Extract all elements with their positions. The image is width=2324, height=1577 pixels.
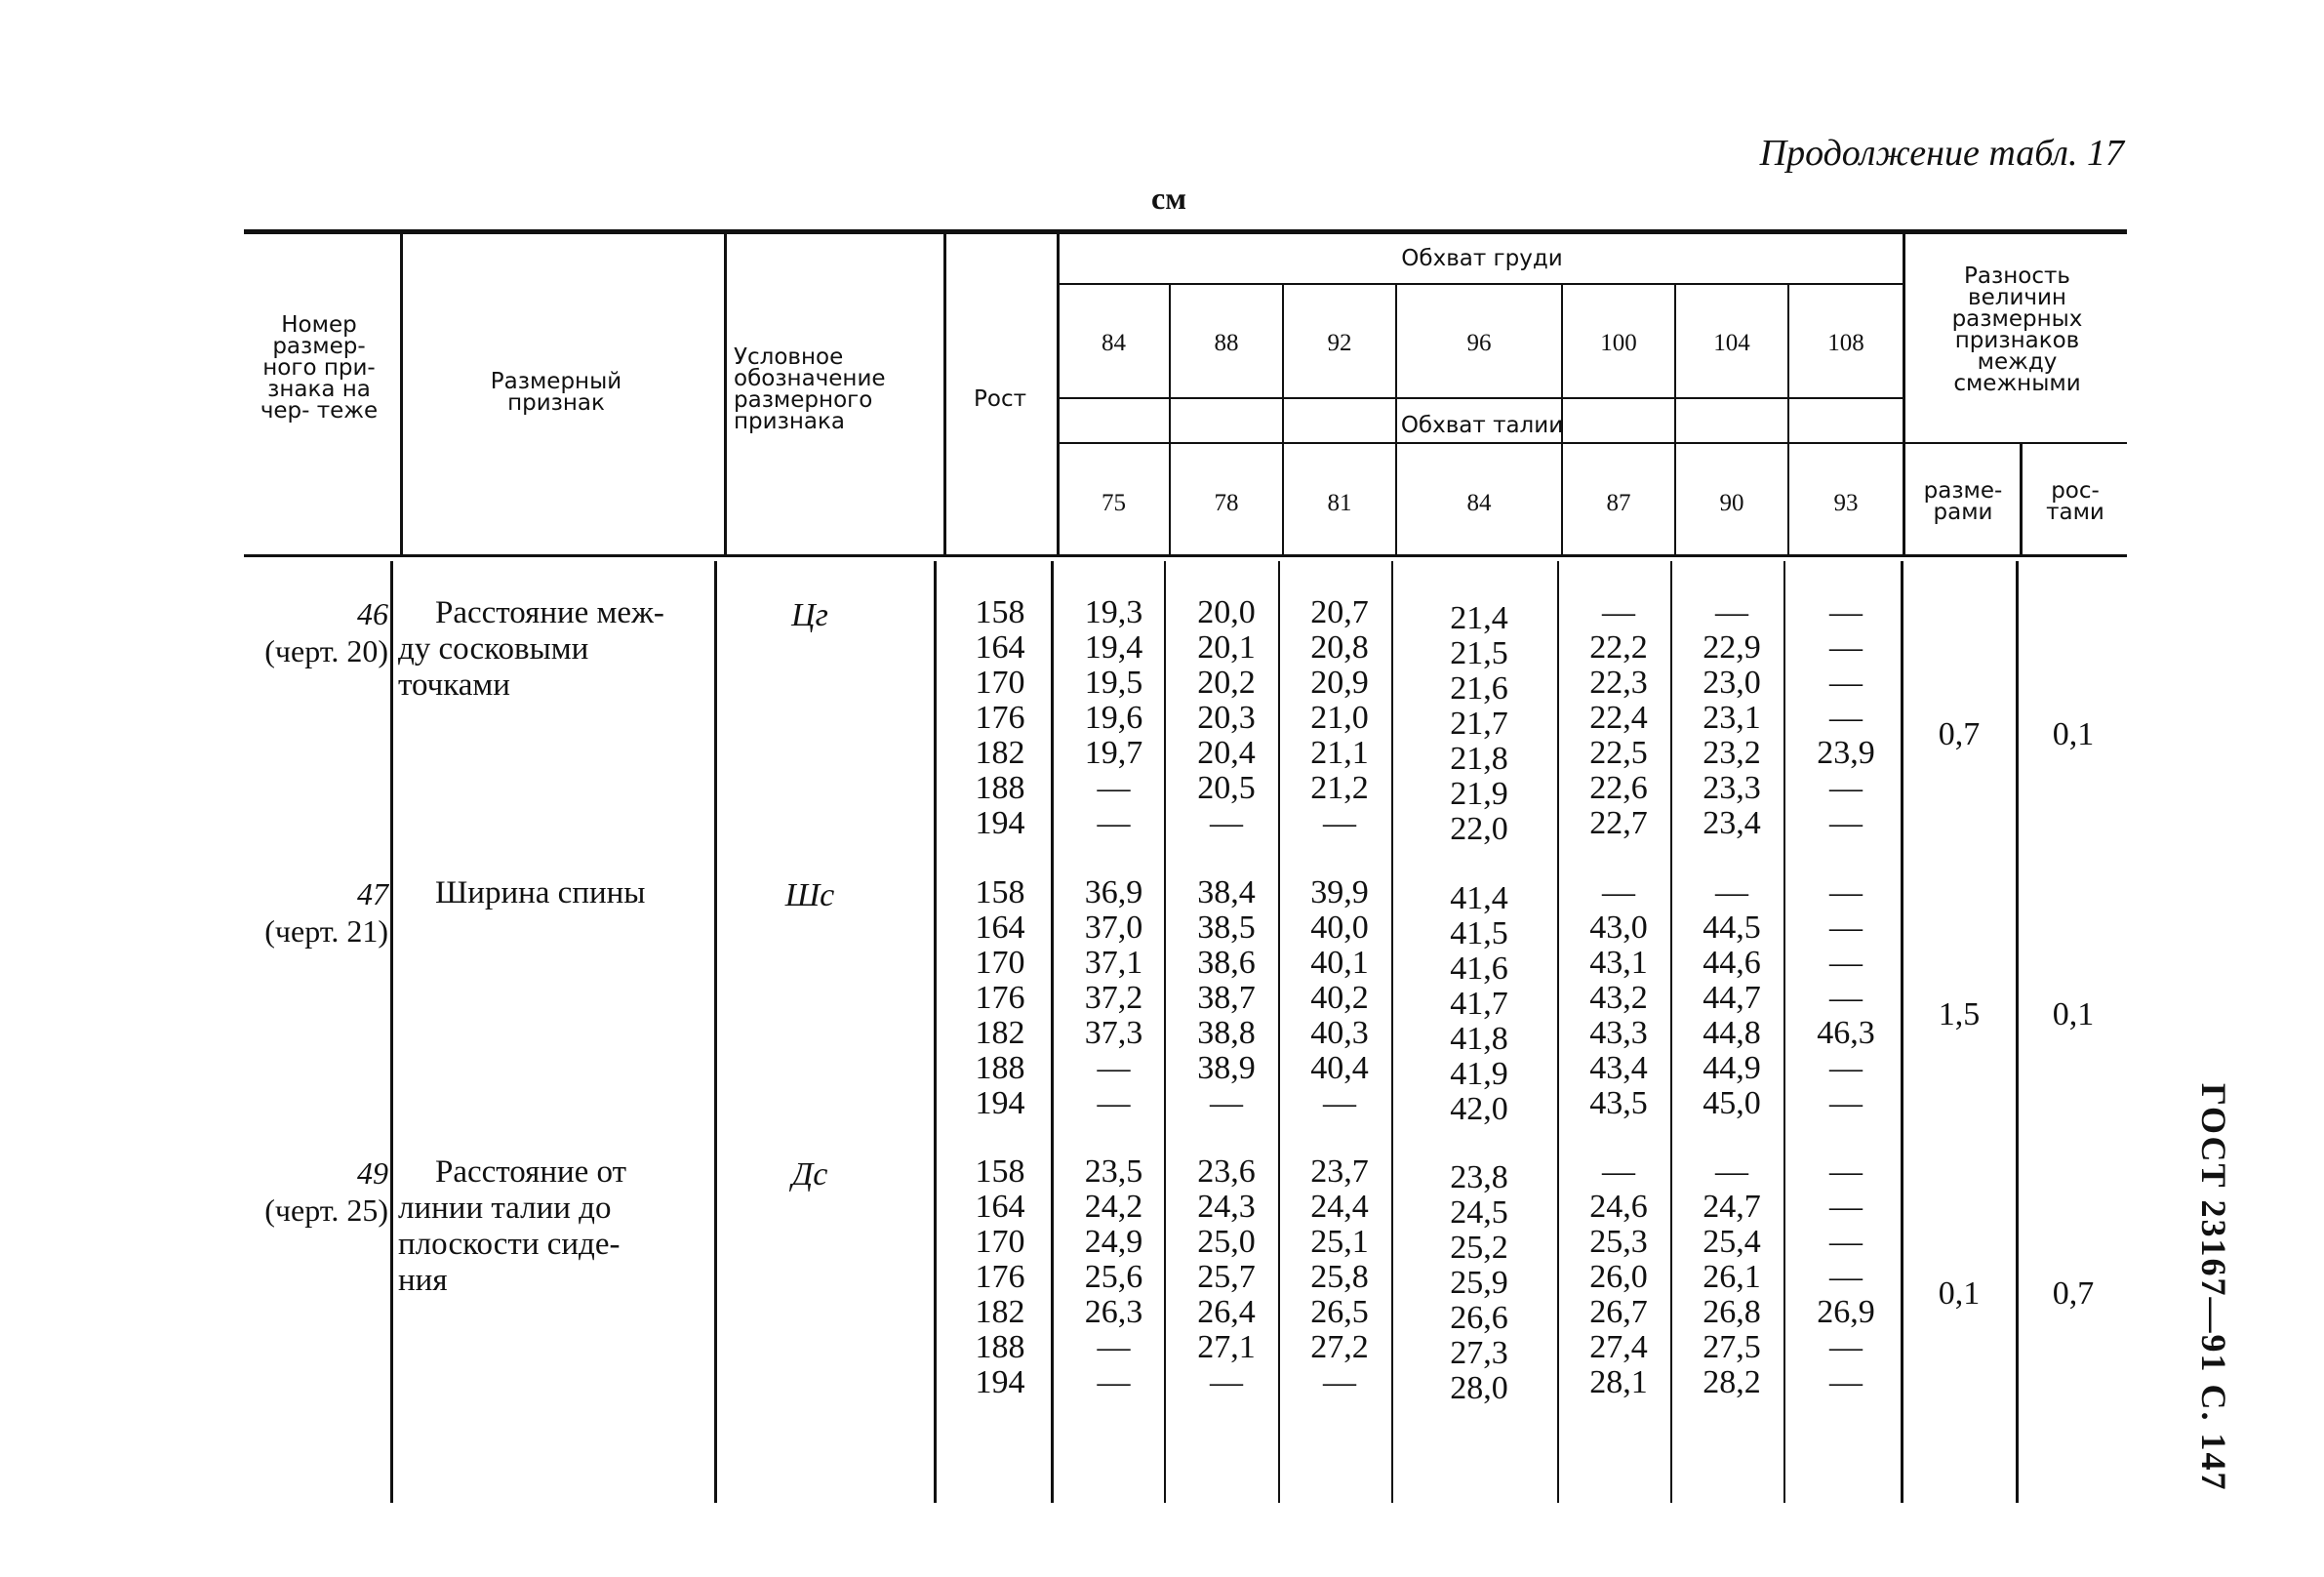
value-column [1676, 595, 1787, 841]
table-cell: 37,2 [1084, 980, 1143, 1016]
table-cell: 20,5 [1197, 770, 1256, 806]
table-cell: — [1210, 805, 1243, 841]
table-cell: — [1829, 770, 1863, 806]
value-column [1789, 875, 1903, 1121]
height-column [951, 1154, 1049, 1400]
table-cell: 43,3 [1589, 1015, 1648, 1051]
table-cell: 42,0 [1450, 1091, 1508, 1127]
feature-name [398, 1154, 715, 1299]
header-height-col: Рост [974, 386, 1026, 412]
table-cell: — [1829, 700, 1863, 736]
chest-size-value: 108 [1827, 330, 1864, 356]
table-cell: 21,0 [1310, 700, 1369, 736]
waist-group-rule [1059, 442, 1905, 444]
header-col-divider [724, 234, 727, 554]
table-cell: — [1829, 945, 1863, 981]
table-cell: 44,7 [1703, 980, 1761, 1016]
table-cell: 40,1 [1310, 945, 1369, 981]
table-cell: 20,8 [1310, 629, 1369, 666]
table-cell: 24,3 [1197, 1189, 1256, 1225]
table-cell: — [1829, 980, 1863, 1016]
body-col-divider [934, 561, 937, 1503]
table-cell: — [1323, 805, 1356, 841]
value-column [1676, 1154, 1787, 1400]
table-cell: 26,8 [1703, 1294, 1761, 1330]
value-column [1397, 601, 1561, 847]
table-cell: 25,4 [1703, 1224, 1761, 1260]
body-col-divider [1051, 561, 1054, 1503]
feature-name-line: ния [398, 1263, 448, 1298]
table-cell: — [1829, 1085, 1863, 1121]
value-column [1563, 875, 1674, 1121]
diff-between-sizes: 0,1 [1938, 1275, 1981, 1312]
table-cell: 23,1 [1703, 700, 1761, 736]
table-cell: 21,2 [1310, 770, 1369, 806]
table-cell: — [1829, 629, 1863, 666]
table-cell: — [1097, 1329, 1131, 1365]
table-cell: 40,3 [1310, 1015, 1369, 1051]
value-column [1284, 1154, 1395, 1400]
table-cell: 46,3 [1817, 1015, 1875, 1051]
table-cell: 44,9 [1703, 1050, 1761, 1086]
chest-size-value: 84 [1102, 330, 1126, 356]
table-cell: 38,8 [1197, 1015, 1256, 1051]
feature-name-line: плоскости сиде- [398, 1227, 621, 1262]
table-cell: 24,2 [1084, 1189, 1143, 1225]
table-cell: 23,7 [1310, 1153, 1369, 1190]
height-value: 194 [975, 1364, 1025, 1400]
table-cell: 22,6 [1589, 770, 1648, 806]
header-chest-group: Обхват груди [1401, 246, 1563, 271]
table-cell: — [1829, 1329, 1863, 1365]
value-column [1397, 881, 1561, 1127]
feature-name-line: Расстояние меж- [435, 595, 664, 630]
table-cell: — [1829, 1189, 1863, 1225]
table-cell: 27,1 [1197, 1329, 1256, 1365]
feature-number-value: 49 [357, 1155, 388, 1191]
value-column [1171, 595, 1282, 841]
table-cell: 38,6 [1197, 945, 1256, 981]
height-value: 170 [975, 665, 1025, 701]
table-cell: 39,9 [1310, 874, 1369, 910]
table-cell: 40,4 [1310, 1050, 1369, 1086]
table-cell: 20,7 [1310, 594, 1369, 630]
waist-size-value: 78 [1214, 490, 1239, 516]
table-cell: 22,5 [1589, 735, 1648, 771]
table-cell: — [1097, 1085, 1131, 1121]
table-cell: 43,2 [1589, 980, 1648, 1016]
table-cell: — [1323, 1364, 1356, 1400]
table-cell: 22,3 [1589, 665, 1648, 701]
header-diff-group: Разность величин размерных признаков между смежными [1951, 263, 2083, 396]
value-column [1171, 1154, 1282, 1400]
table-cell: 25,3 [1589, 1224, 1648, 1260]
feature-name-line: Ширина спины [435, 875, 646, 910]
height-value: 194 [975, 805, 1025, 841]
table-cell: — [1829, 910, 1863, 946]
table-cell: 24,9 [1084, 1224, 1143, 1260]
table-cell: 24,4 [1310, 1189, 1369, 1225]
diff-between-heights: 0,1 [2052, 716, 2095, 752]
height-value: 182 [975, 1015, 1025, 1051]
value-column [1059, 1154, 1169, 1400]
table-cell: 19,6 [1084, 700, 1143, 736]
table-cell: — [1829, 1050, 1863, 1086]
header-col-divider [2020, 444, 2023, 554]
table-cell: 25,2 [1450, 1230, 1508, 1266]
table-cell: 25,7 [1197, 1259, 1256, 1295]
feature-number [224, 875, 388, 950]
waist-size-value: 84 [1466, 490, 1492, 516]
waist-size-value: 81 [1327, 490, 1352, 516]
table-cell: — [1210, 1085, 1243, 1121]
feature-drawing-ref: (черт. 20) [264, 633, 388, 668]
body-col-divider [2016, 561, 2019, 1503]
height-value: 164 [975, 910, 1025, 946]
table-cell: 25,9 [1450, 1265, 1508, 1301]
feature-drawing-ref: (черт. 25) [264, 1193, 388, 1228]
table-cell: — [1715, 874, 1748, 910]
table-cell: 26,3 [1084, 1294, 1143, 1330]
header-waist-group: Обхват талии [1400, 413, 1564, 438]
height-column [951, 595, 1049, 841]
table-cell: — [1829, 665, 1863, 701]
table-cell: 19,5 [1084, 665, 1143, 701]
table-cell: 43,0 [1589, 910, 1648, 946]
chest-size-value: 96 [1466, 330, 1492, 356]
value-column [1563, 595, 1674, 841]
height-value: 164 [975, 629, 1025, 666]
height-value: 158 [975, 1153, 1025, 1190]
table-cell: 27,5 [1703, 1329, 1761, 1365]
feature-drawing-ref: (черт. 21) [264, 913, 388, 949]
feature-name-line: Расстояние от [435, 1154, 627, 1190]
header-feature-col: Размерный признак [490, 369, 622, 416]
feature-number-value: 47 [357, 876, 388, 911]
table-cell: 22,4 [1589, 700, 1648, 736]
table-cell: — [1829, 1224, 1863, 1260]
height-value: 170 [975, 1224, 1025, 1260]
table-cell: 38,9 [1197, 1050, 1256, 1086]
table-cell: 23,6 [1197, 1153, 1256, 1190]
table-cell: 38,7 [1197, 980, 1256, 1016]
header-number-col: Номер размер- ного при- знака на чер- теже [260, 312, 379, 424]
table-cell: 26,4 [1197, 1294, 1256, 1330]
table-cell: 24,6 [1589, 1189, 1648, 1225]
feature-number [224, 595, 388, 669]
diff-between-heights: 0,7 [2052, 1275, 2095, 1312]
table-cell: 26,0 [1589, 1259, 1648, 1295]
table-cell: 43,4 [1589, 1050, 1648, 1086]
waist-size-value: 90 [1719, 490, 1744, 516]
table-cell: 22,2 [1589, 629, 1648, 666]
header-col-divider [1903, 234, 1905, 554]
table-cell: 25,6 [1084, 1259, 1143, 1295]
diff-between-sizes: 1,5 [1938, 996, 1981, 1032]
table-cell: — [1829, 874, 1863, 910]
table-cell: — [1829, 805, 1863, 841]
table-cell: 27,3 [1450, 1335, 1508, 1371]
height-value: 176 [975, 1259, 1025, 1295]
table-cell: 27,2 [1310, 1329, 1369, 1365]
table-cell: 45,0 [1703, 1085, 1761, 1121]
value-column [1284, 595, 1395, 841]
height-value: 170 [975, 945, 1025, 981]
chest-size-value: 104 [1713, 330, 1750, 356]
waist-size-value: 75 [1102, 490, 1126, 516]
table-cell: 20,3 [1197, 700, 1256, 736]
chest-size-value: 92 [1327, 330, 1352, 356]
chest-size-value: 88 [1214, 330, 1239, 356]
value-column [1059, 595, 1169, 841]
header-bottom-rule [244, 554, 2127, 557]
table-cell: 26,6 [1450, 1300, 1508, 1336]
height-value: 164 [975, 1189, 1025, 1225]
value-column [1171, 875, 1282, 1121]
chest-values-rule [1059, 397, 1905, 399]
table-cell: — [1829, 1364, 1863, 1400]
table-cell: 23,3 [1703, 770, 1761, 806]
table-cell: 25,8 [1310, 1259, 1369, 1295]
table-cell: 28,1 [1589, 1364, 1648, 1400]
table-cell: — [1715, 594, 1748, 630]
feature-name [398, 875, 715, 911]
height-value: 158 [975, 874, 1025, 910]
value-column [1676, 875, 1787, 1121]
value-column [1789, 595, 1903, 841]
table-cell: — [1097, 1050, 1131, 1086]
diff-group-rule [1905, 442, 2127, 444]
table-cell: 41,4 [1450, 880, 1508, 916]
table-cell: 41,9 [1450, 1056, 1508, 1092]
header-diff-sizes: разме- рами [1923, 478, 2003, 525]
table-cell: — [1602, 874, 1635, 910]
feature-symbol: Шс [784, 877, 835, 913]
height-value: 182 [975, 1294, 1025, 1330]
table-cell: 28,2 [1703, 1364, 1761, 1400]
table-cell: 24,7 [1703, 1189, 1761, 1225]
feature-symbol: Дс [791, 1156, 828, 1193]
table-cell: 22,9 [1703, 629, 1761, 666]
table-cell: 43,1 [1589, 945, 1648, 981]
table-cell: 20,1 [1197, 629, 1256, 666]
table-cell: — [1210, 1364, 1243, 1400]
table-cell: 41,7 [1450, 986, 1508, 1022]
waist-size-value: 93 [1833, 490, 1859, 516]
table-cell: 21,5 [1450, 635, 1508, 671]
chest-size-value: 100 [1600, 330, 1637, 356]
value-column [1789, 1154, 1903, 1400]
table-cell: — [1097, 770, 1131, 806]
header-symbol-col: Условное обозначение размерного признака [734, 344, 886, 434]
table-cell: 44,8 [1703, 1015, 1761, 1051]
feature-number [224, 1154, 388, 1229]
table-cell: — [1602, 1153, 1635, 1190]
height-value: 158 [975, 594, 1025, 630]
table-cell: 26,7 [1589, 1294, 1648, 1330]
height-value: 176 [975, 980, 1025, 1016]
unit-label: см [1151, 181, 1186, 216]
table-cell: — [1602, 594, 1635, 630]
value-column [1284, 875, 1395, 1121]
table-cell: — [1097, 805, 1131, 841]
feature-name-line: линии талии до [398, 1191, 612, 1226]
header-col-divider [400, 234, 403, 554]
feature-name-line: ду сосковыми [398, 631, 589, 667]
table-cell: 38,5 [1197, 910, 1256, 946]
table-cell: 20,4 [1197, 735, 1256, 771]
table-cell: — [1097, 1364, 1131, 1400]
table-cell: 24,5 [1450, 1194, 1508, 1231]
table-cell: 22,7 [1589, 805, 1648, 841]
diff-between-heights: 0,1 [2052, 996, 2095, 1032]
value-column [1059, 875, 1169, 1121]
feature-number-value: 46 [357, 596, 388, 631]
table-cell: — [1829, 1153, 1863, 1190]
table-cell: 20,9 [1310, 665, 1369, 701]
table-cell: 19,4 [1084, 629, 1143, 666]
height-value: 188 [975, 1329, 1025, 1365]
table-cell: 23,5 [1084, 1153, 1143, 1190]
feature-name-line: точками [398, 667, 510, 703]
table-cell: 21,7 [1450, 706, 1508, 742]
table-cell: — [1323, 1085, 1356, 1121]
table-cell: 40,0 [1310, 910, 1369, 946]
table-cell: 21,9 [1450, 776, 1508, 812]
table-cell: 44,5 [1703, 910, 1761, 946]
table-cell: 22,0 [1450, 811, 1508, 847]
table-cell: 21,8 [1450, 741, 1508, 777]
table-cell: 41,6 [1450, 950, 1508, 987]
table-cell: 23,0 [1703, 665, 1761, 701]
table-cell: 38,4 [1197, 874, 1256, 910]
table-cell: 28,0 [1450, 1370, 1508, 1406]
table-cell: 25,0 [1197, 1224, 1256, 1260]
table-cell: 19,7 [1084, 735, 1143, 771]
table-cell: — [1829, 594, 1863, 630]
table-cell: 20,2 [1197, 665, 1256, 701]
feature-symbol: Цг [791, 597, 828, 633]
table-cell: 37,0 [1084, 910, 1143, 946]
header-diff-heights: рос- тами [2046, 478, 2104, 525]
table-cell: 23,2 [1703, 735, 1761, 771]
table-cell: 23,9 [1817, 735, 1875, 771]
table-cell: 26,1 [1703, 1259, 1761, 1295]
table-cell: — [1715, 1153, 1748, 1190]
table-cell: 26,9 [1817, 1294, 1875, 1330]
value-column [1563, 1154, 1674, 1400]
table-cell: 26,5 [1310, 1294, 1369, 1330]
table-cell: 23,8 [1450, 1159, 1508, 1195]
table-cell: 41,5 [1450, 915, 1508, 951]
table-cell: 41,8 [1450, 1021, 1508, 1057]
table-cell: 43,5 [1589, 1085, 1648, 1121]
table-cell: 19,3 [1084, 594, 1143, 630]
table-cell: 21,4 [1450, 600, 1508, 636]
table-cell: 23,4 [1703, 805, 1761, 841]
table-cell: 40,2 [1310, 980, 1369, 1016]
table-cell: 20,0 [1197, 594, 1256, 630]
header-col-divider [943, 234, 946, 554]
feature-name [398, 595, 715, 704]
table-top-rule [244, 229, 2127, 234]
table-caption: Продолжение табл. 17 [1759, 133, 2124, 174]
table-cell: 37,1 [1084, 945, 1143, 981]
table-cell: 21,6 [1450, 670, 1508, 707]
height-value: 194 [975, 1085, 1025, 1121]
height-column [951, 875, 1049, 1121]
value-column [1397, 1160, 1561, 1406]
height-value: 188 [975, 770, 1025, 806]
waist-size-value: 87 [1606, 490, 1631, 516]
table-cell: 36,9 [1084, 874, 1143, 910]
table-cell: 44,6 [1703, 945, 1761, 981]
chest-group-rule [1059, 283, 1905, 285]
height-value: 182 [975, 735, 1025, 771]
table-cell: — [1829, 1259, 1863, 1295]
table-cell: 27,4 [1589, 1329, 1648, 1365]
diff-between-sizes: 0,7 [1938, 716, 1981, 752]
side-page-label: ГОСТ 23167—91 С. 147 [2194, 1083, 2233, 1492]
body-col-divider [390, 561, 393, 1503]
height-value: 188 [975, 1050, 1025, 1086]
table-cell: 21,1 [1310, 735, 1369, 771]
table-cell: 37,3 [1084, 1015, 1143, 1051]
height-value: 176 [975, 700, 1025, 736]
table-cell: 25,1 [1310, 1224, 1369, 1260]
